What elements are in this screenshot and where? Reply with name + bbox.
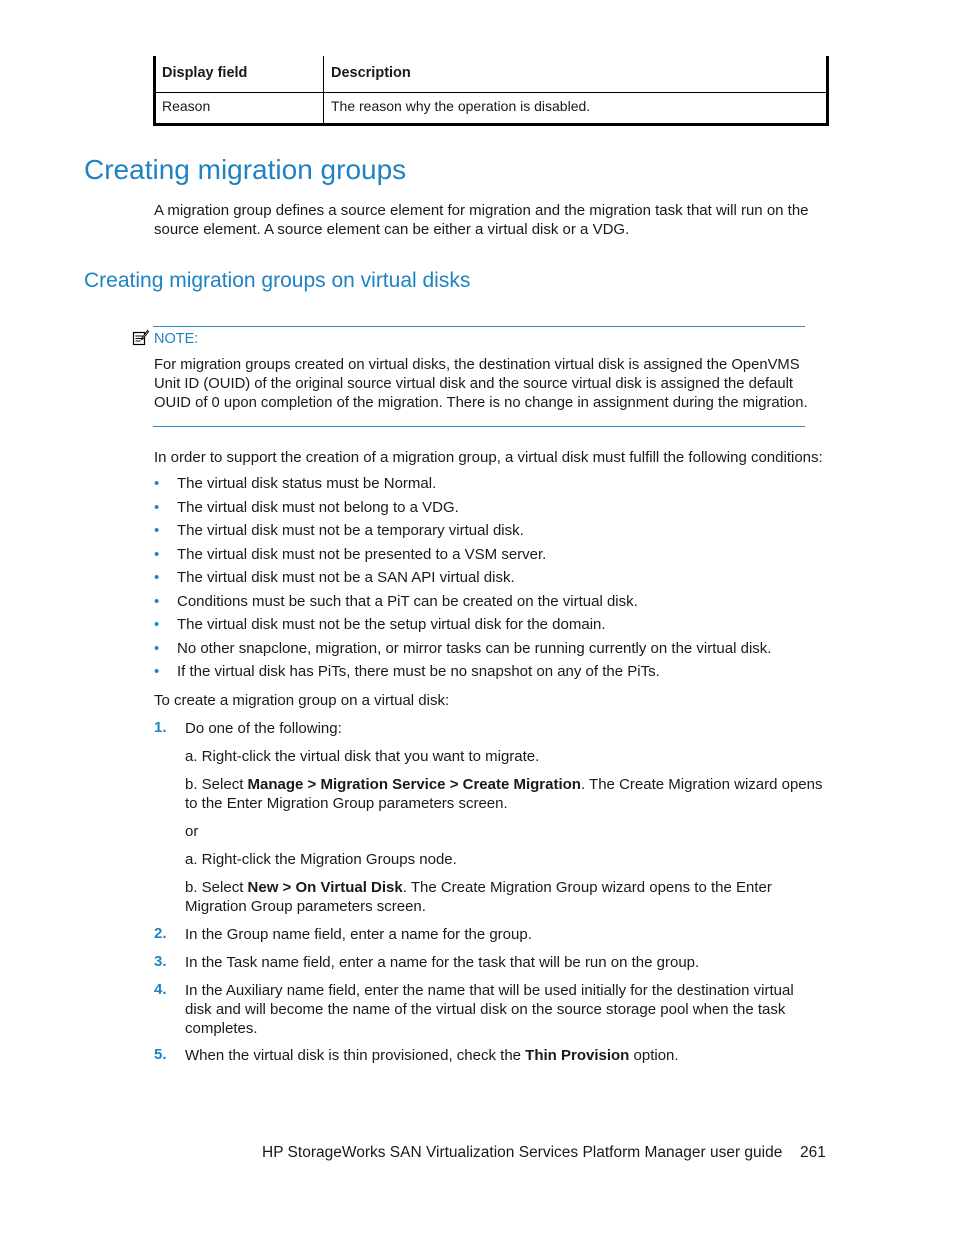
list-item (154, 639, 771, 663)
step-1-text: Do one of the following: (185, 720, 342, 737)
list-item (154, 615, 771, 639)
conditions-list (154, 474, 771, 686)
table-header-description: Description (331, 65, 411, 81)
list-item (154, 662, 771, 686)
note-label: NOTE: (154, 331, 199, 347)
bullet-icon: • (154, 569, 160, 586)
list-item-text: The virtual disk must not belong to a VDG. (177, 498, 459, 516)
list-item-text: If the virtual disk has PiTs, there must be no snapshot on any of the PiTs. (177, 663, 660, 680)
step-1-b2-prefix: b. Select (185, 879, 248, 896)
list-item (154, 568, 771, 592)
step-1-option-b2 (185, 878, 830, 916)
list-item (154, 545, 771, 569)
table-column-divider (323, 56, 324, 123)
step-1-b1-suffix: . The Create Migration wizard opens to the Enter Migration Group parameters screen. (185, 776, 823, 812)
list-item-text: The virtual disk must not be a SAN API virtual disk. (177, 569, 515, 586)
menu-path-create-migration: Manage > Migration Service > Create Migration (247, 776, 581, 793)
step-5-prefix: When the virtual disk is thin provisioned, check the (185, 1047, 526, 1064)
step-3-number: 3. (154, 953, 167, 970)
table-cell-reason-description: The reason why the operation is disabled. (331, 98, 591, 114)
list-item (154, 474, 771, 498)
list-item-text: No other snapclone, migration, or mirror tasks can be running currently on the virtual disk. (177, 639, 772, 657)
bullet-icon: • (154, 475, 160, 492)
bullet-icon: • (154, 592, 160, 610)
step-4-text: In the Auxiliary name field, enter the name that will be used initially for the destination virtual disk and will become the name of the virtual disk on the source storage pool when the task completes. (185, 982, 794, 1037)
step-4-number: 4. (154, 981, 167, 998)
step-1-option-b1 (185, 775, 830, 813)
list-item (154, 498, 771, 522)
note-icon (132, 329, 149, 346)
footer-title: HP StorageWorks SAN Virtualization Services Platform Manager user guide (262, 1144, 783, 1161)
list-item-text: The virtual disk must not be a temporary virtual disk. (177, 522, 524, 539)
note-top-rule (153, 326, 805, 327)
step-1-option-a1: a. Right-click the virtual disk that you want to migrate. (185, 748, 540, 765)
option-thin-provision: Thin Provision (525, 1047, 630, 1064)
field-table (153, 56, 829, 126)
step-2-text: In the Group name field, enter a name for the group. (185, 926, 532, 943)
list-item-text: The virtual disk must not be presented to a VSM server. (177, 545, 547, 563)
table-cell-reason: Reason (162, 98, 211, 114)
bullet-icon: • (154, 616, 160, 633)
note-text: For migration groups created on virtual disks, the destination virtual disk is assigned the OpenVMS Unit ID (OUID) of the original source virtual disk and the source virtual disk is assigned the default OUID of 0 upon completion of the migration. There is no change in assignment during the migration. (154, 357, 808, 411)
note-bottom-rule (153, 426, 805, 427)
intro-paragraph: A migration group defines a source element for migration and the migration task that will run on the source element. A source element can be either a virtual disk or a VDG. (154, 202, 809, 238)
step-1-number: 1. (154, 719, 167, 736)
page-title: Creating migration groups (84, 154, 407, 185)
table-header-row (156, 56, 826, 93)
step-5-suffix: option. (629, 1047, 679, 1064)
section-heading: Creating migration groups on virtual disks (84, 269, 471, 292)
list-item-text: The virtual disk must not be the setup virtual disk for the domain. (177, 616, 606, 633)
page-number: 261 (800, 1144, 826, 1161)
bullet-icon: • (154, 498, 160, 516)
step-1-or: or (185, 823, 199, 840)
table-header-display-field: Display field (162, 65, 248, 81)
conditions-intro: In order to support the creation of a migration group, a virtual disk must fulfill the following conditions: (154, 449, 823, 466)
step-1-b2-suffix: . The Create Migration Group wizard opens to the Enter Migration Group parameters screen. (185, 879, 772, 915)
step-5-text (185, 1046, 830, 1065)
step-1-b1-prefix: b. Select (185, 776, 248, 793)
list-item (154, 592, 771, 616)
list-item (154, 521, 771, 545)
bullet-icon: • (154, 545, 160, 563)
bullet-icon: • (154, 522, 160, 539)
procedure-intro: To create a migration group on a virtual disk: (154, 692, 450, 709)
step-1-option-a2: a. Right-click the Migration Groups node. (185, 851, 457, 868)
list-item-text: The virtual disk status must be Normal. (177, 475, 437, 492)
step-2-number: 2. (154, 925, 167, 942)
menu-path-on-virtual-disk: New > On Virtual Disk (247, 879, 403, 896)
bullet-icon: • (154, 639, 160, 657)
list-item-text: Conditions must be such that a PiT can be created on the virtual disk. (177, 592, 638, 610)
bullet-icon: • (154, 663, 160, 680)
step-3-text: In the Task name field, enter a name for the task that will be run on the group. (185, 954, 700, 971)
step-5-number: 5. (154, 1046, 167, 1063)
